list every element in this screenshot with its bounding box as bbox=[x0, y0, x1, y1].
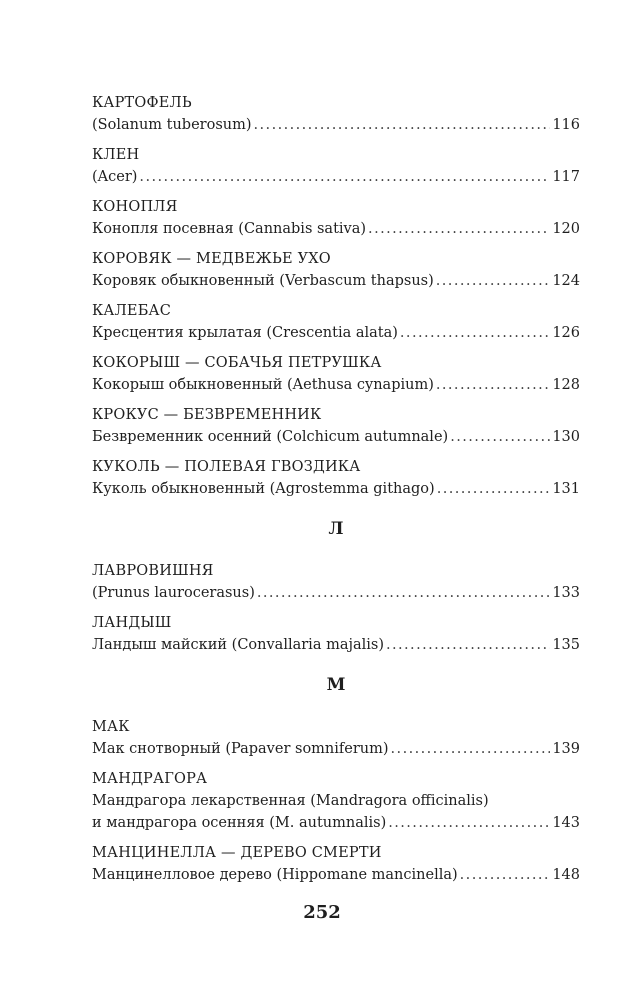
entry-subtitle: (Acer) bbox=[92, 169, 138, 185]
entry-page-number: 135 bbox=[552, 637, 580, 653]
section-letter: Л bbox=[328, 519, 344, 539]
entry-subtitle: Мак снотворный (Papaver somniferum) bbox=[92, 741, 389, 757]
entry-title: ЛАНДЫШ bbox=[92, 615, 172, 631]
toc-entry bbox=[92, 612, 580, 656]
entry-subtitle: Безвременник осенний (Colchicum autumnale) bbox=[92, 429, 449, 445]
entry-title: КОРОВЯК — МЕДВЕЖЬЕ УХО bbox=[92, 251, 331, 267]
entry-leader-line bbox=[92, 270, 580, 292]
toc-entry bbox=[92, 144, 580, 188]
entry-page-number: 128 bbox=[552, 377, 580, 393]
entry-title: МАНЦИНЕЛЛА — ДЕРЕВО СМЕРТИ bbox=[92, 845, 382, 861]
entry-subtitle: (Prunus laurocerasus) bbox=[92, 585, 255, 601]
dot-leader bbox=[460, 864, 551, 886]
entry-leader-line bbox=[92, 738, 580, 760]
toc-entry bbox=[92, 716, 580, 760]
dot-leader bbox=[436, 374, 550, 396]
entry-subtitle: Манцинелловое дерево (Hippomane mancinella) bbox=[92, 867, 458, 883]
entry-leader-line bbox=[92, 864, 580, 886]
toc-entry bbox=[92, 300, 580, 344]
entry-subtitle: Кокорыш обыкновенный (Aethusa cynapium) bbox=[92, 377, 434, 393]
toc-entry bbox=[92, 352, 580, 396]
dot-leader bbox=[450, 426, 550, 448]
toc-entry bbox=[92, 456, 580, 500]
entry-subtitle: Кресцентия крылатая (Crescentia alata) bbox=[92, 325, 398, 341]
section-letter: М bbox=[326, 675, 346, 695]
dot-leader bbox=[254, 114, 551, 136]
entry-title: КАРТОФЕЛЬ bbox=[92, 95, 192, 111]
entry-subtitle: Коровяк обыкновенный (Verbascum thapsus) bbox=[92, 273, 434, 289]
dot-leader bbox=[436, 270, 551, 292]
entry-page-number: 133 bbox=[552, 585, 580, 601]
entry-subtitle-line: Мандрагора лекарственная (Mandragora officinalis) bbox=[92, 793, 489, 809]
entry-leader-line bbox=[92, 218, 580, 240]
toc-entry bbox=[92, 404, 580, 448]
entry-title: КРОКУС — БЕЗВРЕМЕННИК bbox=[92, 407, 322, 423]
entry-page-number: 126 bbox=[552, 325, 580, 341]
entry-page-number: 130 bbox=[552, 429, 580, 445]
entry-page-number: 131 bbox=[552, 481, 580, 497]
entry-leader-line bbox=[92, 166, 580, 188]
entry-subtitle: Конопля посевная (Cannabis sativa) bbox=[92, 221, 367, 237]
toc-entry bbox=[92, 768, 580, 834]
entry-subtitle: Ландыш майский (Convallaria majalis) bbox=[92, 637, 384, 653]
entry-title: ЛАВРОВИШНЯ bbox=[92, 563, 214, 579]
entry-page-number: 143 bbox=[552, 815, 580, 831]
toc-entry bbox=[92, 196, 580, 240]
dot-leader bbox=[139, 166, 550, 188]
entry-page-number: 120 bbox=[552, 221, 580, 237]
page-number: 252 bbox=[303, 902, 341, 923]
entry-leader-line bbox=[92, 374, 580, 396]
entry-page-number: 116 bbox=[552, 117, 580, 133]
toc-entry bbox=[92, 842, 580, 886]
toc-page bbox=[92, 92, 580, 894]
entry-leader-line bbox=[92, 426, 580, 448]
entry-leader-line bbox=[92, 114, 580, 136]
entry-subtitle: и мандрагора осенняя (M. autumnalis) bbox=[92, 815, 387, 831]
entry-leader-line bbox=[92, 812, 580, 834]
entry-page-number: 148 bbox=[552, 867, 580, 883]
entry-leader-line bbox=[92, 634, 580, 656]
toc-entry bbox=[92, 560, 580, 604]
entry-title: КУКОЛЬ — ПОЛЕВАЯ ГВОЗДИКА bbox=[92, 459, 361, 475]
entry-subtitle: (Solanum tuberosum) bbox=[92, 117, 252, 133]
dot-leader bbox=[257, 582, 550, 604]
entry-subtitle: Куколь обыкновенный (Agrostemma githago) bbox=[92, 481, 435, 497]
dot-leader bbox=[400, 322, 550, 344]
dot-leader bbox=[391, 738, 551, 760]
entry-leader-line bbox=[92, 478, 580, 500]
toc-entry bbox=[92, 248, 580, 292]
entry-leader-line bbox=[92, 582, 580, 604]
dot-leader bbox=[437, 478, 551, 500]
entry-page-number: 124 bbox=[552, 273, 580, 289]
entry-title: КАЛЕБАС bbox=[92, 303, 172, 319]
entry-title: МАК bbox=[92, 719, 130, 735]
entry-page-number: 139 bbox=[552, 741, 580, 757]
dot-leader bbox=[386, 634, 550, 656]
toc-entry bbox=[92, 92, 580, 136]
entry-page-number: 117 bbox=[552, 169, 580, 185]
entry-leader-line bbox=[92, 322, 580, 344]
entry-title: КЛЕН bbox=[92, 147, 140, 163]
entry-title: КОНОПЛЯ bbox=[92, 199, 178, 215]
dot-leader bbox=[388, 812, 550, 834]
dot-leader bbox=[368, 218, 550, 240]
entry-title: МАНДРАГОРА bbox=[92, 771, 208, 787]
entry-title: КОКОРЫШ — СОБАЧЬЯ ПЕТРУШКА bbox=[92, 355, 382, 371]
